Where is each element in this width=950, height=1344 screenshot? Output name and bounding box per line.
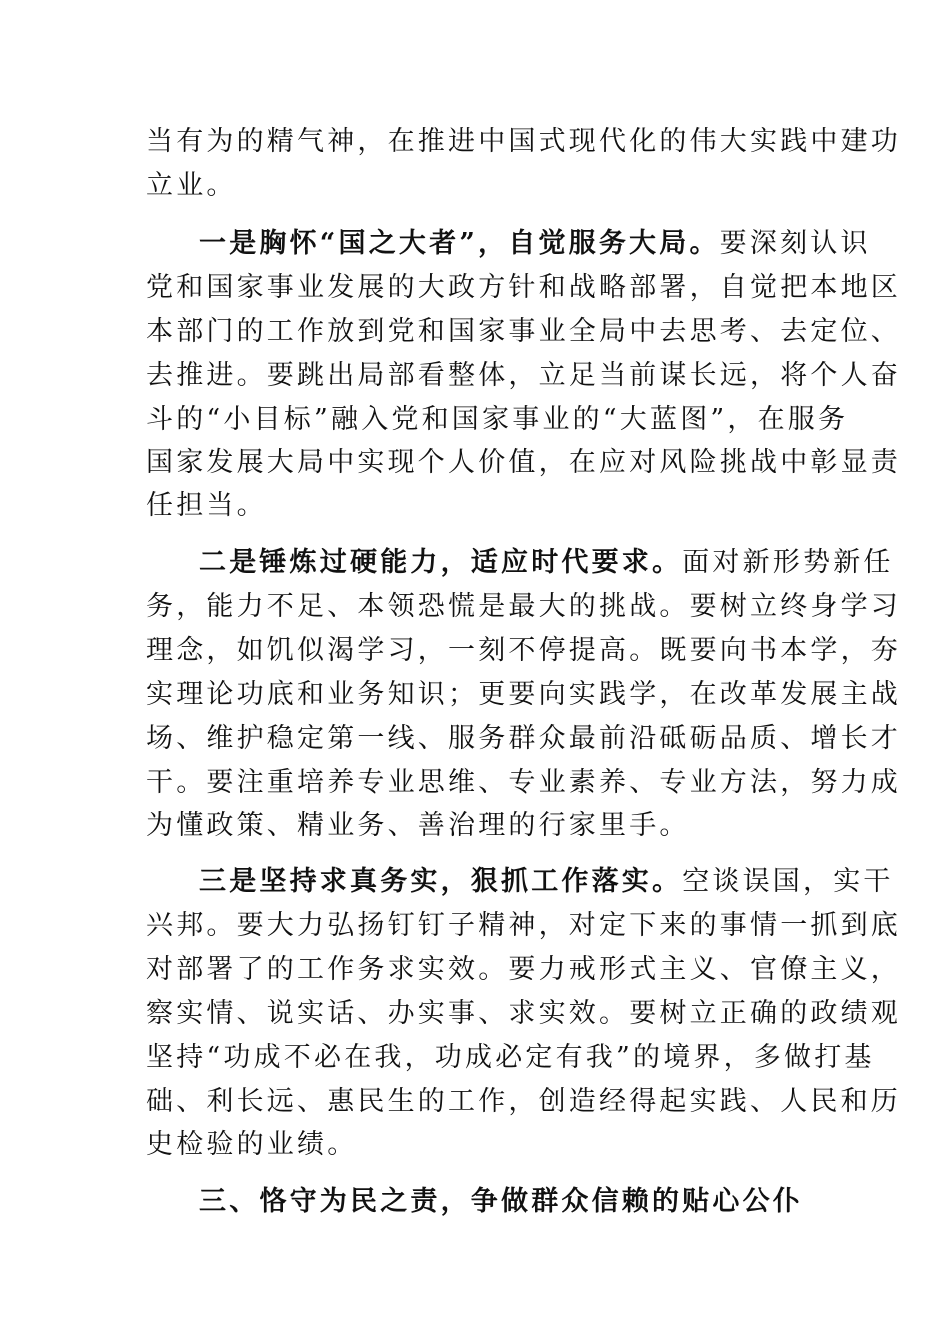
paragraph-first-line <box>199 545 894 581</box>
paragraph-heading: 二是锤炼过硬能力，适应时代要求。 <box>199 547 683 578</box>
paragraph-line: 坚持“功成不必在我，功成必定有我”的境界，多做打基 <box>146 1042 875 1073</box>
paragraph-line: 去推进。要跳出局部看整体，立足当前谋长远，将个人奋 <box>146 360 901 391</box>
paragraph-heading: 三是坚持求真务实，狠抓工作落实。 <box>199 866 683 897</box>
paragraph-heading: 一是胸怀“国之大者”，自觉服务大局。 <box>199 228 720 259</box>
intro-line: 立业。 <box>146 170 237 201</box>
paragraph-line: 史检验的业绩。 <box>146 1129 358 1160</box>
paragraph-line: 务，能力不足、本领恐慌是最大的挑战。要树立终身学习 <box>146 591 901 622</box>
paragraph-text: 空谈误国，实干 <box>682 866 894 897</box>
paragraph-line: 任担当。 <box>146 490 267 521</box>
section-heading: 三、恪守为民之责，争做群众信赖的贴心公仆 <box>199 1186 803 1217</box>
paragraph-line: 本部门的工作放到党和国家事业全局中去思考、去定位、 <box>146 316 901 347</box>
paragraph-line: 为懂政策、精业务、善治理的行家里手。 <box>146 810 690 841</box>
paragraph-text: 要深刻认识 <box>719 228 871 259</box>
paragraph-line: 础、利长远、惠民生的工作，创造经得起实践、人民和历 <box>146 1086 901 1117</box>
paragraph-line: 实理论功底和业务知识；更要向实践学，在改革发展主战 <box>146 679 901 710</box>
paragraph-line: 理念，如饥似渴学习，一刻不停提高。既要向书本学，夯 <box>146 635 901 666</box>
intro-line: 当有为的精气神，在推进中国式现代化的伟大实践中建功 <box>146 126 901 157</box>
paragraph-line: 国家发展大局中实现个人价值，在应对风险挑战中彰显责 <box>146 447 901 478</box>
paragraph-first-line <box>199 226 871 262</box>
paragraph-line: 场、维护稳定第一线、服务群众最前沿砥砺品质、增长才 <box>146 723 901 754</box>
paragraph-line: 兴邦。要大力弘扬钉钉子精神，对定下来的事情一抓到底 <box>146 910 901 941</box>
paragraph-line: 斗的“小目标”融入党和国家事业的“大蓝图”，在服务 <box>146 404 849 435</box>
paragraph-line: 干。要注重培养专业思维、专业素养、专业方法，努力成 <box>146 767 901 798</box>
paragraph-first-line <box>199 864 894 900</box>
paragraph-line: 察实情、说实话、办实事、求实效。要树立正确的政绩观 <box>146 998 901 1029</box>
paragraph-line: 党和国家事业发展的大政方针和战略部署，自觉把本地区 <box>146 272 901 303</box>
paragraph-text: 面对新形势新任 <box>682 547 894 578</box>
paragraph-line: 对部署了的工作务求实效。要力戒形式主义、官僚主义， <box>146 954 901 985</box>
